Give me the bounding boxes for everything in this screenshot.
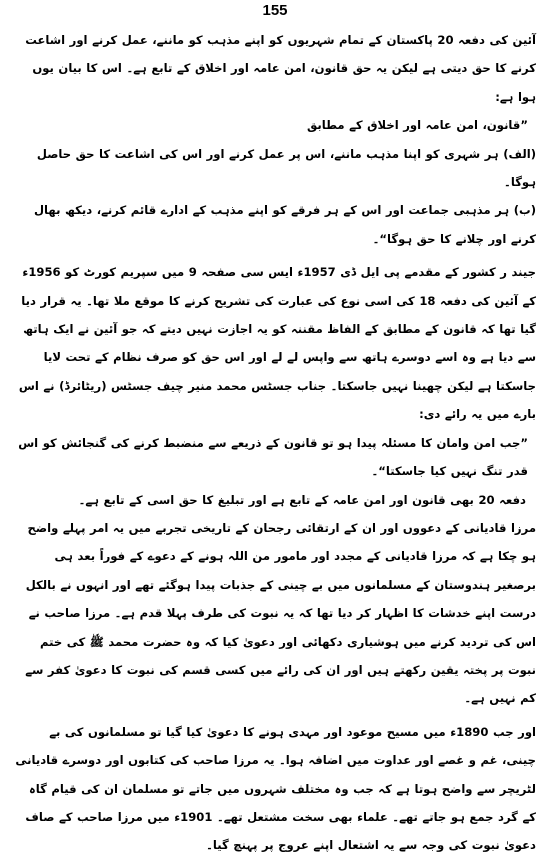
clause-be: (ب) ہر مذہبی جماعت اور اس کے ہر فرقے کو اپنے مذہب کے ادارے قائم کرنے، دیکھ بھال کرنے اور چلانے کا حق ہوگا“۔ xyxy=(34,203,536,246)
paragraph-1890-claim: اور جب 1890ء میں مسیح موعود اور مہدی ہونے کا دعویٰ کیا گیا تو مسلمانوں کی بے چینی، غم و غصے اور عداوت میں اضافہ ہوا۔ یہ مرزا صاحب کی کتابوں اور دوسرے قادیانی لٹریچر سے واضح ہوتا ہے کہ جب وہ مختلف شہروں میں جاتے تو مسلمان ان کی قیام گاہ کے گرد جمع ہو جاتے تھے۔ علماء بھی سخت مشتعل تھے۔ 1901ء میں مرزا صاحب کے صاف دعویٰ نبوت کی وجہ سے یہ اشتعال اپنے عروج پر پہنچ گیا۔ xyxy=(15,724,536,853)
page-number: 155 xyxy=(262,2,288,19)
paragraph-article-20: آئین کی دفعہ 20 پاکستان کے تمام شہریوں کو اپنے مذہب کو ماننے، عمل کرنے اور اشاعت کرنے کا حق دیتی ہے لیکن یہ حق قانون، امن عامہ اور اخلاق کے تابع ہے۔ اس کا بیان یوں ہوا ہے: xyxy=(25,33,536,104)
clause-alif: (الف) ہر شہری کو اپنا مذہب ماننے، اس پر عمل کرنے اور اس کی اشاعت کا حق حاصل ہوگا۔ xyxy=(36,146,536,190)
page-body xyxy=(14,26,536,860)
quote-law-order-morality: ”قانون، امن عامہ اور اخلاق کے مطابق xyxy=(306,118,528,133)
quote-justice-munir: ”جب امن وامان کا مسئلہ پیدا ہو تو قانون کے ذریعے سے منضبط کرنے کی گنجائش کو اس قدر تنگ نہیں کیا جاسکتا“۔ xyxy=(18,435,528,479)
paragraph-jibendra-kishore-case: جیند ر کشور کے مقدمے پی ایل ڈی 1957ء ایس سی صفحہ 9 میں سپریم کورٹ کو 1956ء کے آئین کی دفعہ 18 کی اسی نوع کی عبارت کی تشریح کرنے کا موقع ملا تھا۔ یہ قرار دیا گیا تھا کہ قانون کے مطابق کے الفاظ مقننہ کو یہ اجازت نہیں دیتے کہ جو آئین نے ایک ہاتھ سے دیا ہے وہ اسے دوسرے ہاتھ سے واپس لے لے اور اس حق کو صرف نظام کے تحت لایا جاسکتا ہے لیکن چھینا نہیں جاسکتا۔ جناب جسٹس محمد منیر چیف جسٹس (ریٹائرڈ) نے اس بارے میں یہ رائے دی: xyxy=(18,265,536,422)
paragraph-mirza-claims-history: مرزا قادیانی کے دعووں اور ان کے ارتقائی رجحان کے تاریخی تجربے میں یہ امر پہلے واضح ہو چکا ہے کہ مرزا قادیانی کے مجدد اور مامور من اللہ ہونے کے دعوے کے فوراً بعد ہی برصغیر ہندوستان کے مسلمانوں میں بے چینی کے جذبات پیدا ہوگئے تھے اور انہوں نے بالکل درست اپنے خدشات کا اظہار کر دیا تھا کہ یہ نبوت کی طرف پہلا قدم ہے۔ مرزا صاحب نے اس کی تردید کرنے میں ہوشیاری دکھائی اور دعویٰ کیا کہ وہ حضرت محمد ﷺ کی ختم نبوت پر پختہ یقین رکھتے ہیں اور ان کی رائے میں کسی قسم کی نبوت کا دعویٰ کفر سے کم نہیں ہے۔ xyxy=(25,520,536,706)
paragraph-article-20-subject: دفعہ 20 بھی قانون اور امن عامہ کے تابع ہے اور تبلیغ کا حق اسی کے تابع ہے۔ xyxy=(78,492,526,507)
